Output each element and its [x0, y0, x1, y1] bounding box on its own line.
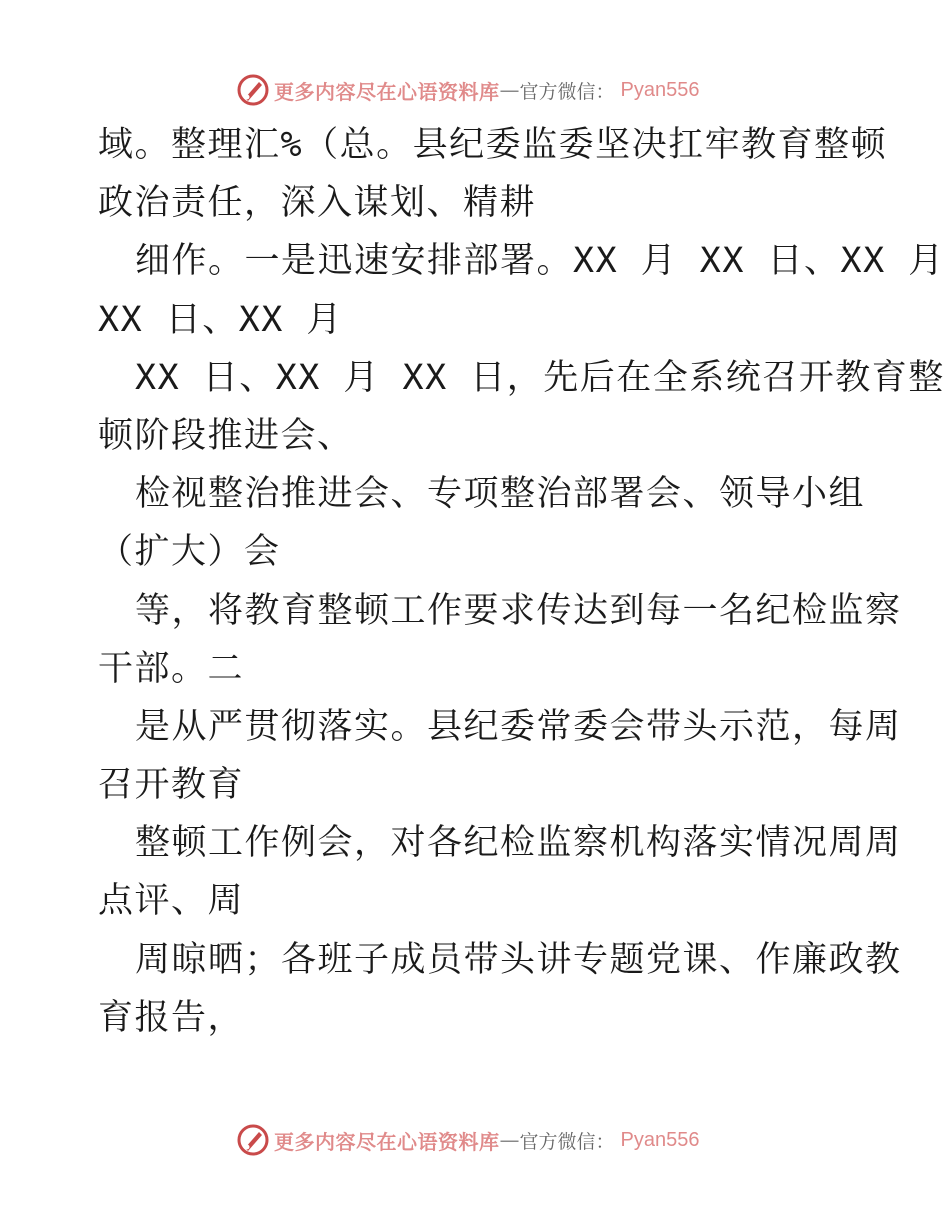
watermark-dash: —: [499, 78, 520, 102]
watermark-dash: —: [499, 1128, 520, 1152]
text-line: 顿阶段推进会、: [98, 415, 354, 456]
watermark-id: Pyan556: [620, 1128, 700, 1151]
text-line: 整顿工作例会，对各纪检监察机构落实情况周周: [135, 823, 902, 864]
pen-logo-icon: [236, 1123, 270, 1157]
text-line: 域。整理汇%（总。县纪委监委坚决扛牢教育整顿: [98, 125, 888, 165]
watermark-brand: 更多内容尽在心语资料库: [274, 79, 500, 104]
text-line: 点评、周: [98, 881, 245, 922]
text-line: （扩大）会: [98, 532, 281, 573]
watermark-brand: 更多内容尽在心语资料库: [274, 1129, 500, 1154]
watermark-label: 官方微信：: [519, 1130, 615, 1153]
text-line: 育报告，: [98, 997, 245, 1038]
text-line: XX 日、XX 月: [98, 299, 343, 340]
body-text: [98, 116, 945, 1047]
text-line: 周晾晒；各班子成员带头讲专题党课、作廉政教: [135, 939, 902, 980]
header-watermark: [236, 72, 699, 108]
watermark-id: Pyan556: [620, 78, 700, 101]
text-line: 细作。一是迅速安排部署。XX 月 XX 日、XX 月: [135, 241, 945, 282]
text-line: 政治责任，深入谋划、精耕: [98, 183, 537, 224]
text-line: 检视整治推进会、专项整治部署会、领导小组: [135, 474, 866, 515]
text-line: 等，将教育整顿工作要求传达到每一名纪检监察: [135, 590, 902, 631]
watermark-label: 官方微信：: [519, 80, 615, 103]
pen-logo-icon: [236, 73, 270, 107]
text-line: 是从严贯彻落实。县纪委常委会带头示范，每周: [135, 706, 902, 747]
text-line: 干部。二: [98, 648, 245, 689]
footer-watermark: [236, 1122, 699, 1158]
text-line: XX 日、XX 月 XX 日，先后在全系统召开教育整: [135, 357, 945, 398]
text-line: 召开教育: [98, 765, 245, 806]
